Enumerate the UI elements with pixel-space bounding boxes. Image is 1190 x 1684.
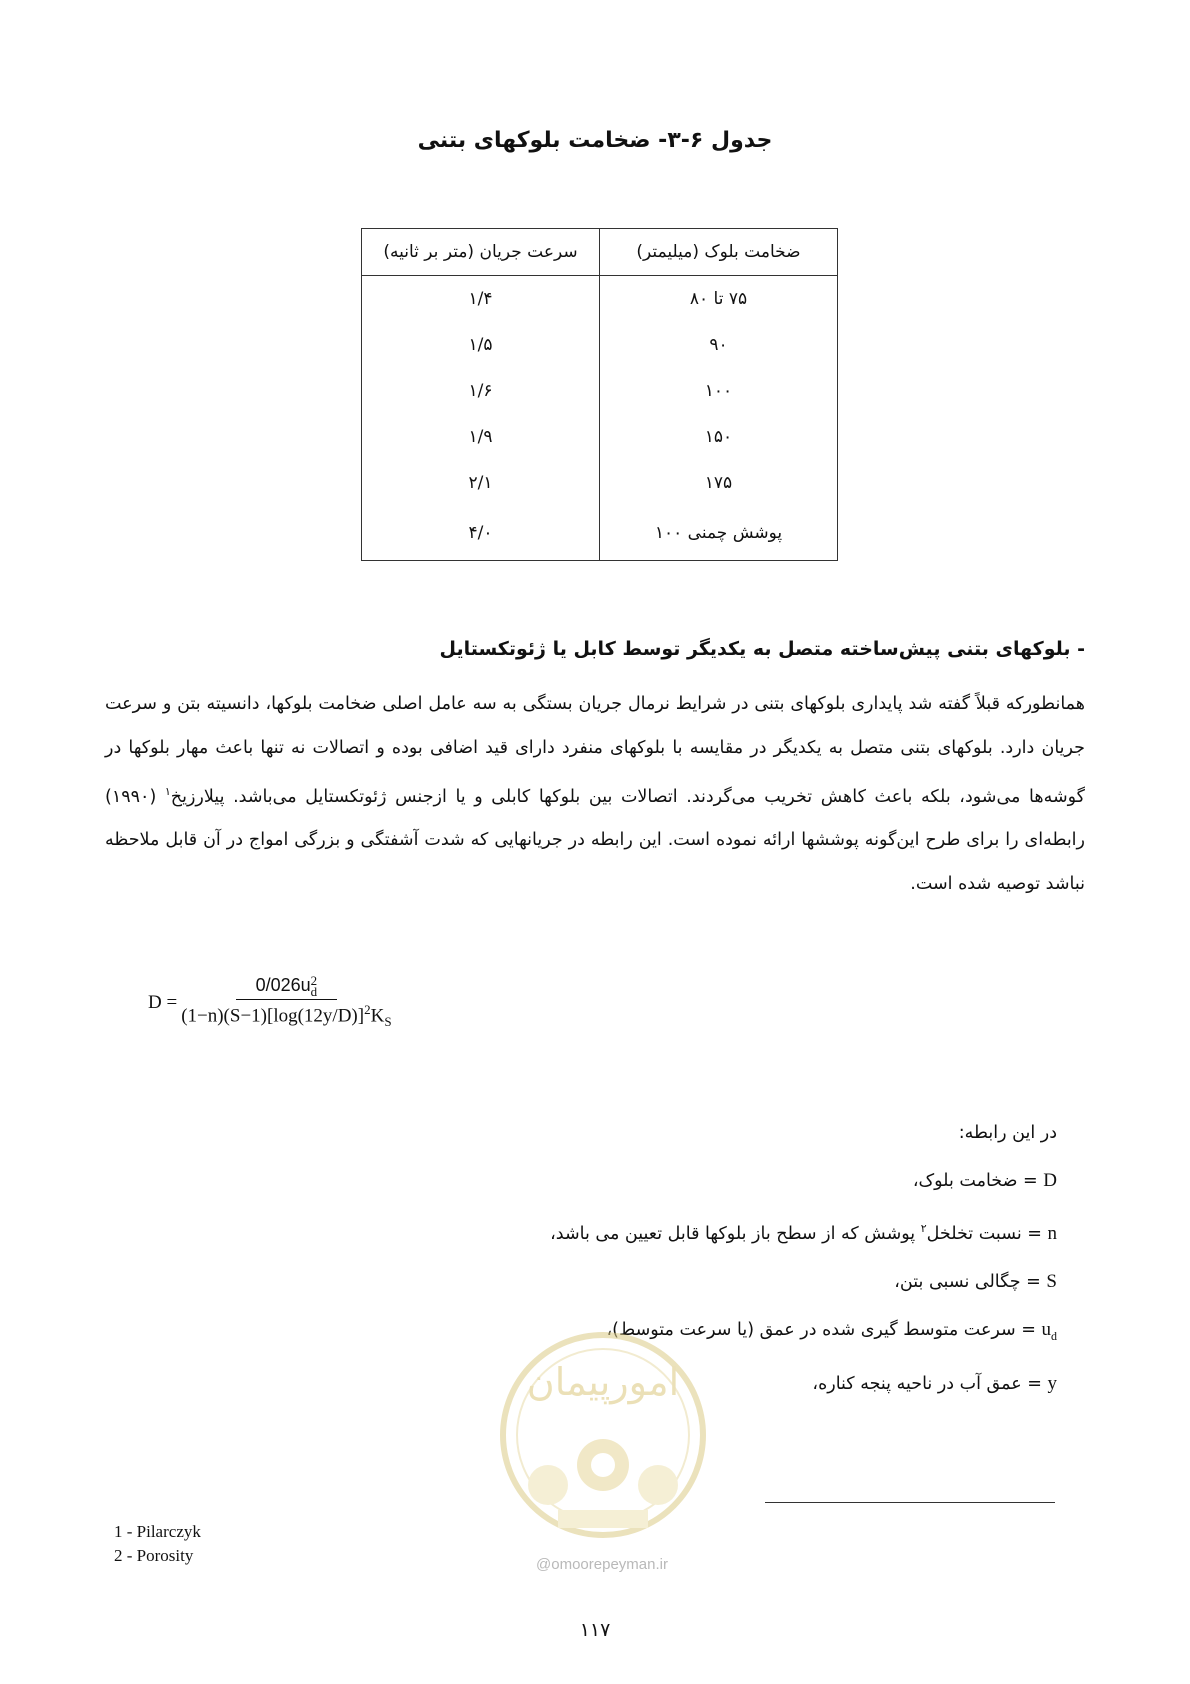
cell-velocity: ۱/۴ <box>362 276 600 323</box>
block-thickness-table <box>361 228 838 561</box>
cell-thickness: ۹۰ <box>600 322 838 368</box>
table-row <box>362 276 838 323</box>
section-heading: - بلوکهای بتنی پیش‌ساخته متصل به یکدیگر توسط کابل یا ژئوتکستایل <box>439 638 1085 660</box>
cell-thickness: پوشش چمنی ۱۰۰ <box>600 506 838 561</box>
cell-velocity: ۱/۹ <box>362 414 600 460</box>
table-row <box>362 460 838 506</box>
table-header-row <box>362 229 838 276</box>
denominator-sub: S <box>384 1014 392 1030</box>
footnotes <box>114 1520 201 1568</box>
watermark-logo-text: امورپیمان <box>526 1360 680 1404</box>
formula-denominator <box>181 1000 391 1030</box>
table-row <box>362 322 838 368</box>
table-row <box>362 414 838 460</box>
header-velocity: سرعت جریان (متر بر ثانیه) <box>362 229 600 276</box>
cell-velocity: ۱/۵ <box>362 322 600 368</box>
footnote-1: 1 - Pilarczyk <box>114 1522 201 1541</box>
cell-velocity: ۱/۶ <box>362 368 600 414</box>
symbol-ud <box>1041 1318 1058 1343</box>
formula-numerator <box>236 975 338 1000</box>
watermark-logo <box>488 1325 718 1575</box>
denominator-sup: 2 <box>364 1002 371 1018</box>
footnote-ref-2: ۲ <box>920 1222 927 1235</box>
symbol-y: y <box>1047 1372 1057 1394</box>
table-title: جدول ۶-۳- ضخامت بلوکهای بتنی <box>417 128 773 153</box>
definition-d-text: = ضخامت بلوک، <box>912 1171 1038 1191</box>
table-row <box>362 506 838 561</box>
cell-thickness: ۷۵ تا ۸۰ <box>600 276 838 323</box>
formula-fraction <box>181 975 391 1030</box>
watermark-caption: @omoorepeyman.ir <box>536 1556 668 1573</box>
cell-velocity: ۲/۱ <box>362 460 600 506</box>
header-thickness: ضخامت بلوک (میلیمتر) <box>600 229 838 276</box>
cell-thickness: ۱۷۵ <box>600 460 838 506</box>
footnote-ref-1: ۱ <box>164 785 171 798</box>
paragraph-text-part1: همانطورکه قبلاً گفته شد پایداری بلوکهای بتنی در شرایط نرمال جریان بستگی به سه عامل اصلی ضخامت بلوکها، دانسیته بتن و سرعت جریان دارد. بلوکهای بتنی متصل به یکدیگر در مقایسه با بلوکهای منفرد دارای قید اضافی بوده و اتصالات نه تنها باعث مهار بلوکها در گوشه‌ها می‌شود، بلکه باعث کاهش تخریب می‌گردند. اتصالات بین بلوکها کابلی و یا ازجنس ژئوتکستایل می‌باشد. پیلارزیخ <box>105 694 1085 807</box>
definitions-intro: در این رابطه: <box>958 1123 1057 1143</box>
definition-s-text: = چگالی نسبی بتن، <box>894 1271 1041 1292</box>
definition-y-text: = عمق آب در ناحیه پنجه کناره، <box>812 1373 1042 1394</box>
definition-ud-text: = سرعت متوسط گیری شده در عمق (یا سرعت متوسط)، <box>606 1319 1042 1340</box>
definition-n <box>357 1205 1057 1258</box>
definition-s <box>357 1258 1057 1306</box>
definition-n-text2: پوشش که از سطح باز بلوکها قابل تعیین می باشد، <box>550 1223 921 1244</box>
footnote-divider <box>765 1502 1055 1503</box>
formula-lhs: D = <box>148 991 178 1013</box>
footnote-2: 2 - Porosity <box>114 1546 194 1565</box>
symbol-d: D <box>1043 1170 1057 1191</box>
denominator-k: K <box>370 1005 385 1027</box>
design-formula <box>148 975 392 1030</box>
denominator-text: (1−n)(S−1)[log(12y/D)] <box>181 1005 365 1027</box>
symbol-u: u <box>1041 1318 1051 1340</box>
definition-n-text1: = نسبت تخلخل <box>926 1223 1042 1244</box>
page-number: ۱۱۷ <box>579 1619 611 1641</box>
cell-thickness: ۱۵۰ <box>600 414 838 460</box>
numerator-sup: 2 <box>310 973 318 989</box>
numerator-sub: d <box>310 984 318 1000</box>
symbol-s: S <box>1046 1270 1057 1292</box>
symbol-u-sub: d <box>1051 1328 1057 1343</box>
table-row <box>362 368 838 414</box>
cell-velocity: ۴/۰ <box>362 506 600 561</box>
paragraph-text-part2: (۱۹۹۰) رابطه‌ای را برای طرح این‌گونه پوششها ارائه نموده است. این رابطه در جریانهایی که شدت آشفتگی و بزرگی امواج در آن قابل ملاحظه نباشد توصیه شده است. <box>105 786 1085 894</box>
definition-d <box>357 1157 1057 1205</box>
cell-thickness: ۱۰۰ <box>600 368 838 414</box>
symbol-n: n <box>1047 1222 1057 1244</box>
body-paragraph <box>105 683 1085 906</box>
numerator-text: 0/026u <box>255 975 311 995</box>
